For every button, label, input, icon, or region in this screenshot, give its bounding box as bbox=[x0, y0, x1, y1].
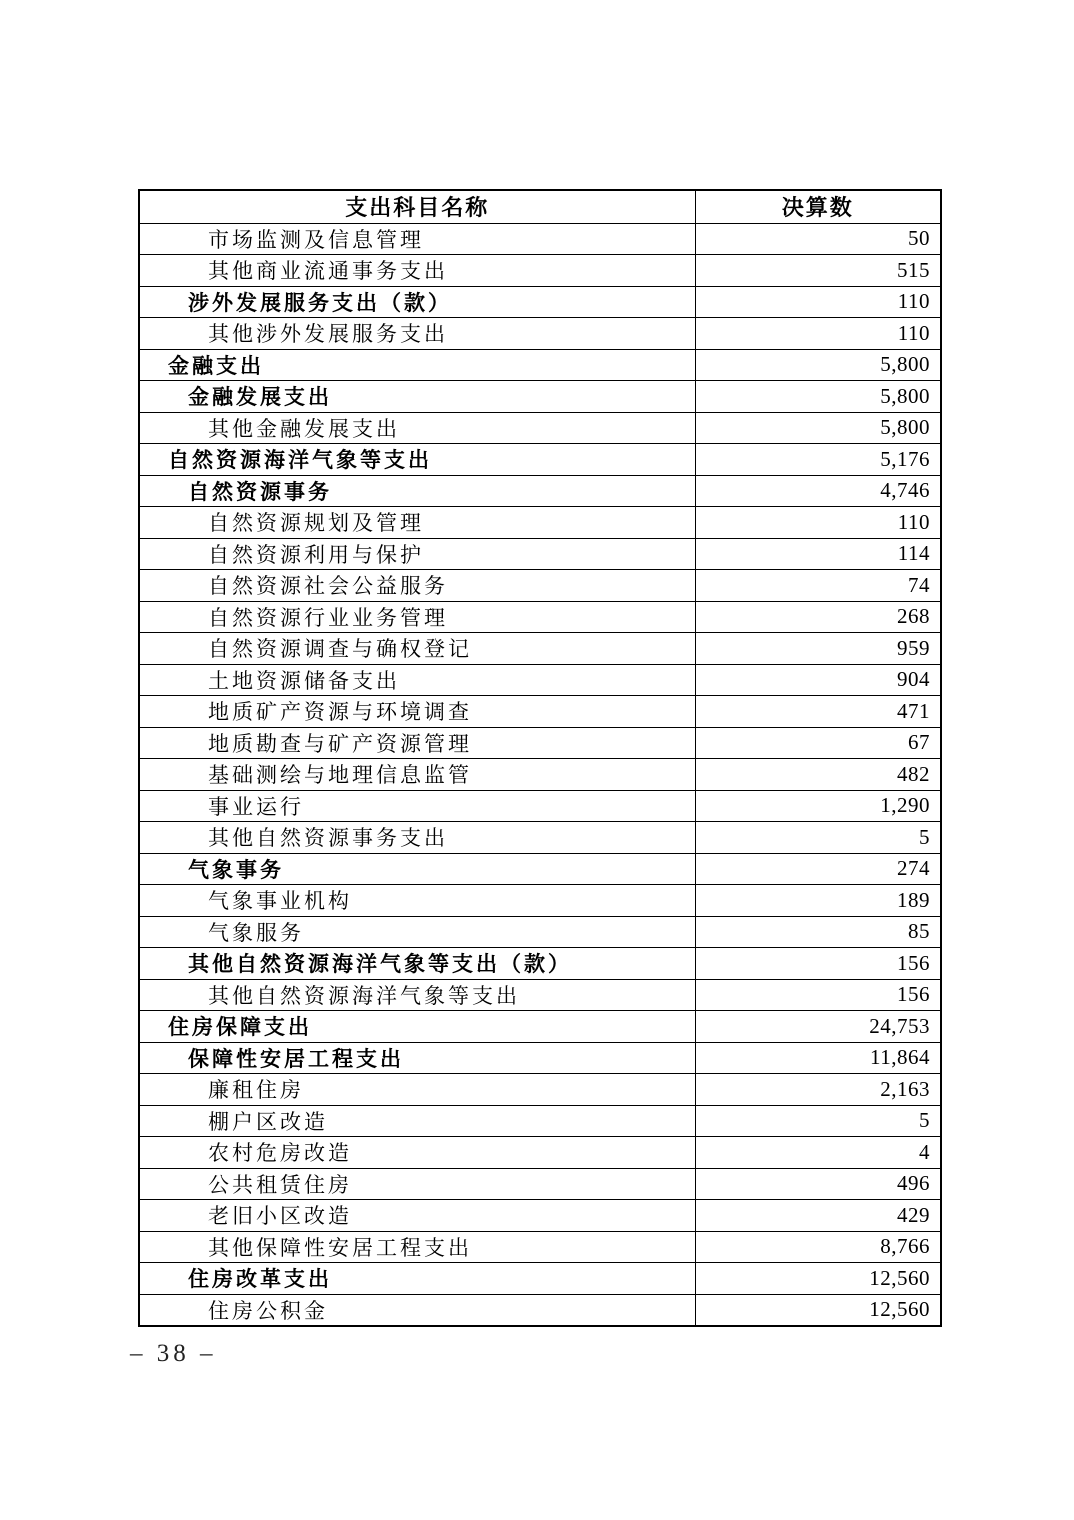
row-amount-value: 274 bbox=[695, 853, 941, 885]
table-row bbox=[139, 570, 941, 602]
row-amount-value: 5,800 bbox=[695, 412, 941, 444]
table-row bbox=[139, 538, 941, 570]
row-subject-label: 气象事业机构 bbox=[139, 885, 695, 917]
row-amount-value: 429 bbox=[695, 1200, 941, 1232]
row-amount-value: 5 bbox=[695, 1105, 941, 1137]
row-amount-value: 67 bbox=[695, 727, 941, 759]
row-amount-value: 471 bbox=[695, 696, 941, 728]
row-subject-label: 其他金融发展支出 bbox=[139, 412, 695, 444]
table-header-row bbox=[139, 190, 941, 223]
row-subject-label: 自然资源利用与保护 bbox=[139, 538, 695, 570]
table-row bbox=[139, 822, 941, 854]
row-subject-label: 金融发展支出 bbox=[139, 381, 695, 413]
row-subject-label: 地质矿产资源与环境调查 bbox=[139, 696, 695, 728]
table-row bbox=[139, 1231, 941, 1263]
row-subject-label: 老旧小区改造 bbox=[139, 1200, 695, 1232]
row-amount-value: 110 bbox=[695, 286, 941, 318]
row-amount-value: 24,753 bbox=[695, 1011, 941, 1043]
row-amount-value: 268 bbox=[695, 601, 941, 633]
table-row bbox=[139, 1042, 941, 1074]
table-row bbox=[139, 790, 941, 822]
table-row bbox=[139, 1263, 941, 1295]
row-subject-label: 其他商业流通事务支出 bbox=[139, 255, 695, 287]
table-row bbox=[139, 979, 941, 1011]
table-row bbox=[139, 1011, 941, 1043]
table-row bbox=[139, 1137, 941, 1169]
page-number: – 38 – bbox=[130, 1340, 217, 1367]
row-subject-label: 气象服务 bbox=[139, 916, 695, 948]
row-subject-label: 其他自然资源事务支出 bbox=[139, 822, 695, 854]
row-subject-label: 地质勘查与矿产资源管理 bbox=[139, 727, 695, 759]
row-amount-value: 5 bbox=[695, 822, 941, 854]
table-row bbox=[139, 885, 941, 917]
row-subject-label: 农村危房改造 bbox=[139, 1137, 695, 1169]
row-subject-label: 住房保障支出 bbox=[139, 1011, 695, 1043]
column-header-subject-name: 支出科目名称 bbox=[139, 190, 695, 223]
row-subject-label: 自然资源社会公益服务 bbox=[139, 570, 695, 602]
table-row bbox=[139, 223, 941, 255]
column-header-final-amount: 决算数 bbox=[695, 190, 941, 223]
row-amount-value: 85 bbox=[695, 916, 941, 948]
table-row bbox=[139, 1200, 941, 1232]
expenditure-table bbox=[138, 189, 942, 1327]
row-subject-label: 事业运行 bbox=[139, 790, 695, 822]
row-subject-label: 其他保障性安居工程支出 bbox=[139, 1231, 695, 1263]
table-row bbox=[139, 1074, 941, 1106]
row-amount-value: 515 bbox=[695, 255, 941, 287]
table-row bbox=[139, 1168, 941, 1200]
row-subject-label: 市场监测及信息管理 bbox=[139, 223, 695, 255]
row-amount-value: 2,163 bbox=[695, 1074, 941, 1106]
table-row bbox=[139, 507, 941, 539]
row-subject-label: 公共租赁住房 bbox=[139, 1168, 695, 1200]
table-row bbox=[139, 286, 941, 318]
row-subject-label: 棚户区改造 bbox=[139, 1105, 695, 1137]
table-row bbox=[139, 948, 941, 980]
row-subject-label: 气象事务 bbox=[139, 853, 695, 885]
row-amount-value: 904 bbox=[695, 664, 941, 696]
row-amount-value: 156 bbox=[695, 979, 941, 1011]
row-amount-value: 5,800 bbox=[695, 381, 941, 413]
row-amount-value: 189 bbox=[695, 885, 941, 917]
row-amount-value: 1,290 bbox=[695, 790, 941, 822]
row-subject-label: 金融支出 bbox=[139, 349, 695, 381]
row-amount-value: 959 bbox=[695, 633, 941, 665]
row-amount-value: 114 bbox=[695, 538, 941, 570]
row-amount-value: 4,746 bbox=[695, 475, 941, 507]
row-subject-label: 涉外发展服务支出（款） bbox=[139, 286, 695, 318]
table-row bbox=[139, 1294, 941, 1326]
row-amount-value: 156 bbox=[695, 948, 941, 980]
row-amount-value: 4 bbox=[695, 1137, 941, 1169]
row-amount-value: 50 bbox=[695, 223, 941, 255]
row-amount-value: 496 bbox=[695, 1168, 941, 1200]
row-subject-label: 自然资源行业业务管理 bbox=[139, 601, 695, 633]
row-subject-label: 住房改革支出 bbox=[139, 1263, 695, 1295]
table-row bbox=[139, 853, 941, 885]
row-subject-label: 自然资源规划及管理 bbox=[139, 507, 695, 539]
row-amount-value: 5,176 bbox=[695, 444, 941, 476]
table-row bbox=[139, 759, 941, 791]
row-amount-value: 8,766 bbox=[695, 1231, 941, 1263]
row-subject-label: 自然资源海洋气象等支出 bbox=[139, 444, 695, 476]
table-row bbox=[139, 349, 941, 381]
row-amount-value: 74 bbox=[695, 570, 941, 602]
row-amount-value: 110 bbox=[695, 318, 941, 350]
table-row bbox=[139, 916, 941, 948]
row-subject-label: 其他涉外发展服务支出 bbox=[139, 318, 695, 350]
row-subject-label: 其他自然资源海洋气象等支出（款） bbox=[139, 948, 695, 980]
table-row bbox=[139, 664, 941, 696]
table-row bbox=[139, 381, 941, 413]
row-subject-label: 廉租住房 bbox=[139, 1074, 695, 1106]
row-subject-label: 自然资源调查与确权登记 bbox=[139, 633, 695, 665]
row-amount-value: 110 bbox=[695, 507, 941, 539]
table-row bbox=[139, 601, 941, 633]
table-row bbox=[139, 255, 941, 287]
row-amount-value: 482 bbox=[695, 759, 941, 791]
table-row bbox=[139, 696, 941, 728]
row-subject-label: 住房公积金 bbox=[139, 1294, 695, 1326]
table-row bbox=[139, 412, 941, 444]
table-row bbox=[139, 318, 941, 350]
row-subject-label: 保障性安居工程支出 bbox=[139, 1042, 695, 1074]
row-amount-value: 11,864 bbox=[695, 1042, 941, 1074]
row-amount-value: 5,800 bbox=[695, 349, 941, 381]
table-row bbox=[139, 1105, 941, 1137]
row-subject-label: 自然资源事务 bbox=[139, 475, 695, 507]
table-row bbox=[139, 444, 941, 476]
row-subject-label: 基础测绘与地理信息监管 bbox=[139, 759, 695, 791]
row-subject-label: 其他自然资源海洋气象等支出 bbox=[139, 979, 695, 1011]
row-amount-value: 12,560 bbox=[695, 1294, 941, 1326]
row-subject-label: 土地资源储备支出 bbox=[139, 664, 695, 696]
table-row bbox=[139, 475, 941, 507]
table-row bbox=[139, 633, 941, 665]
table-row bbox=[139, 727, 941, 759]
row-amount-value: 12,560 bbox=[695, 1263, 941, 1295]
